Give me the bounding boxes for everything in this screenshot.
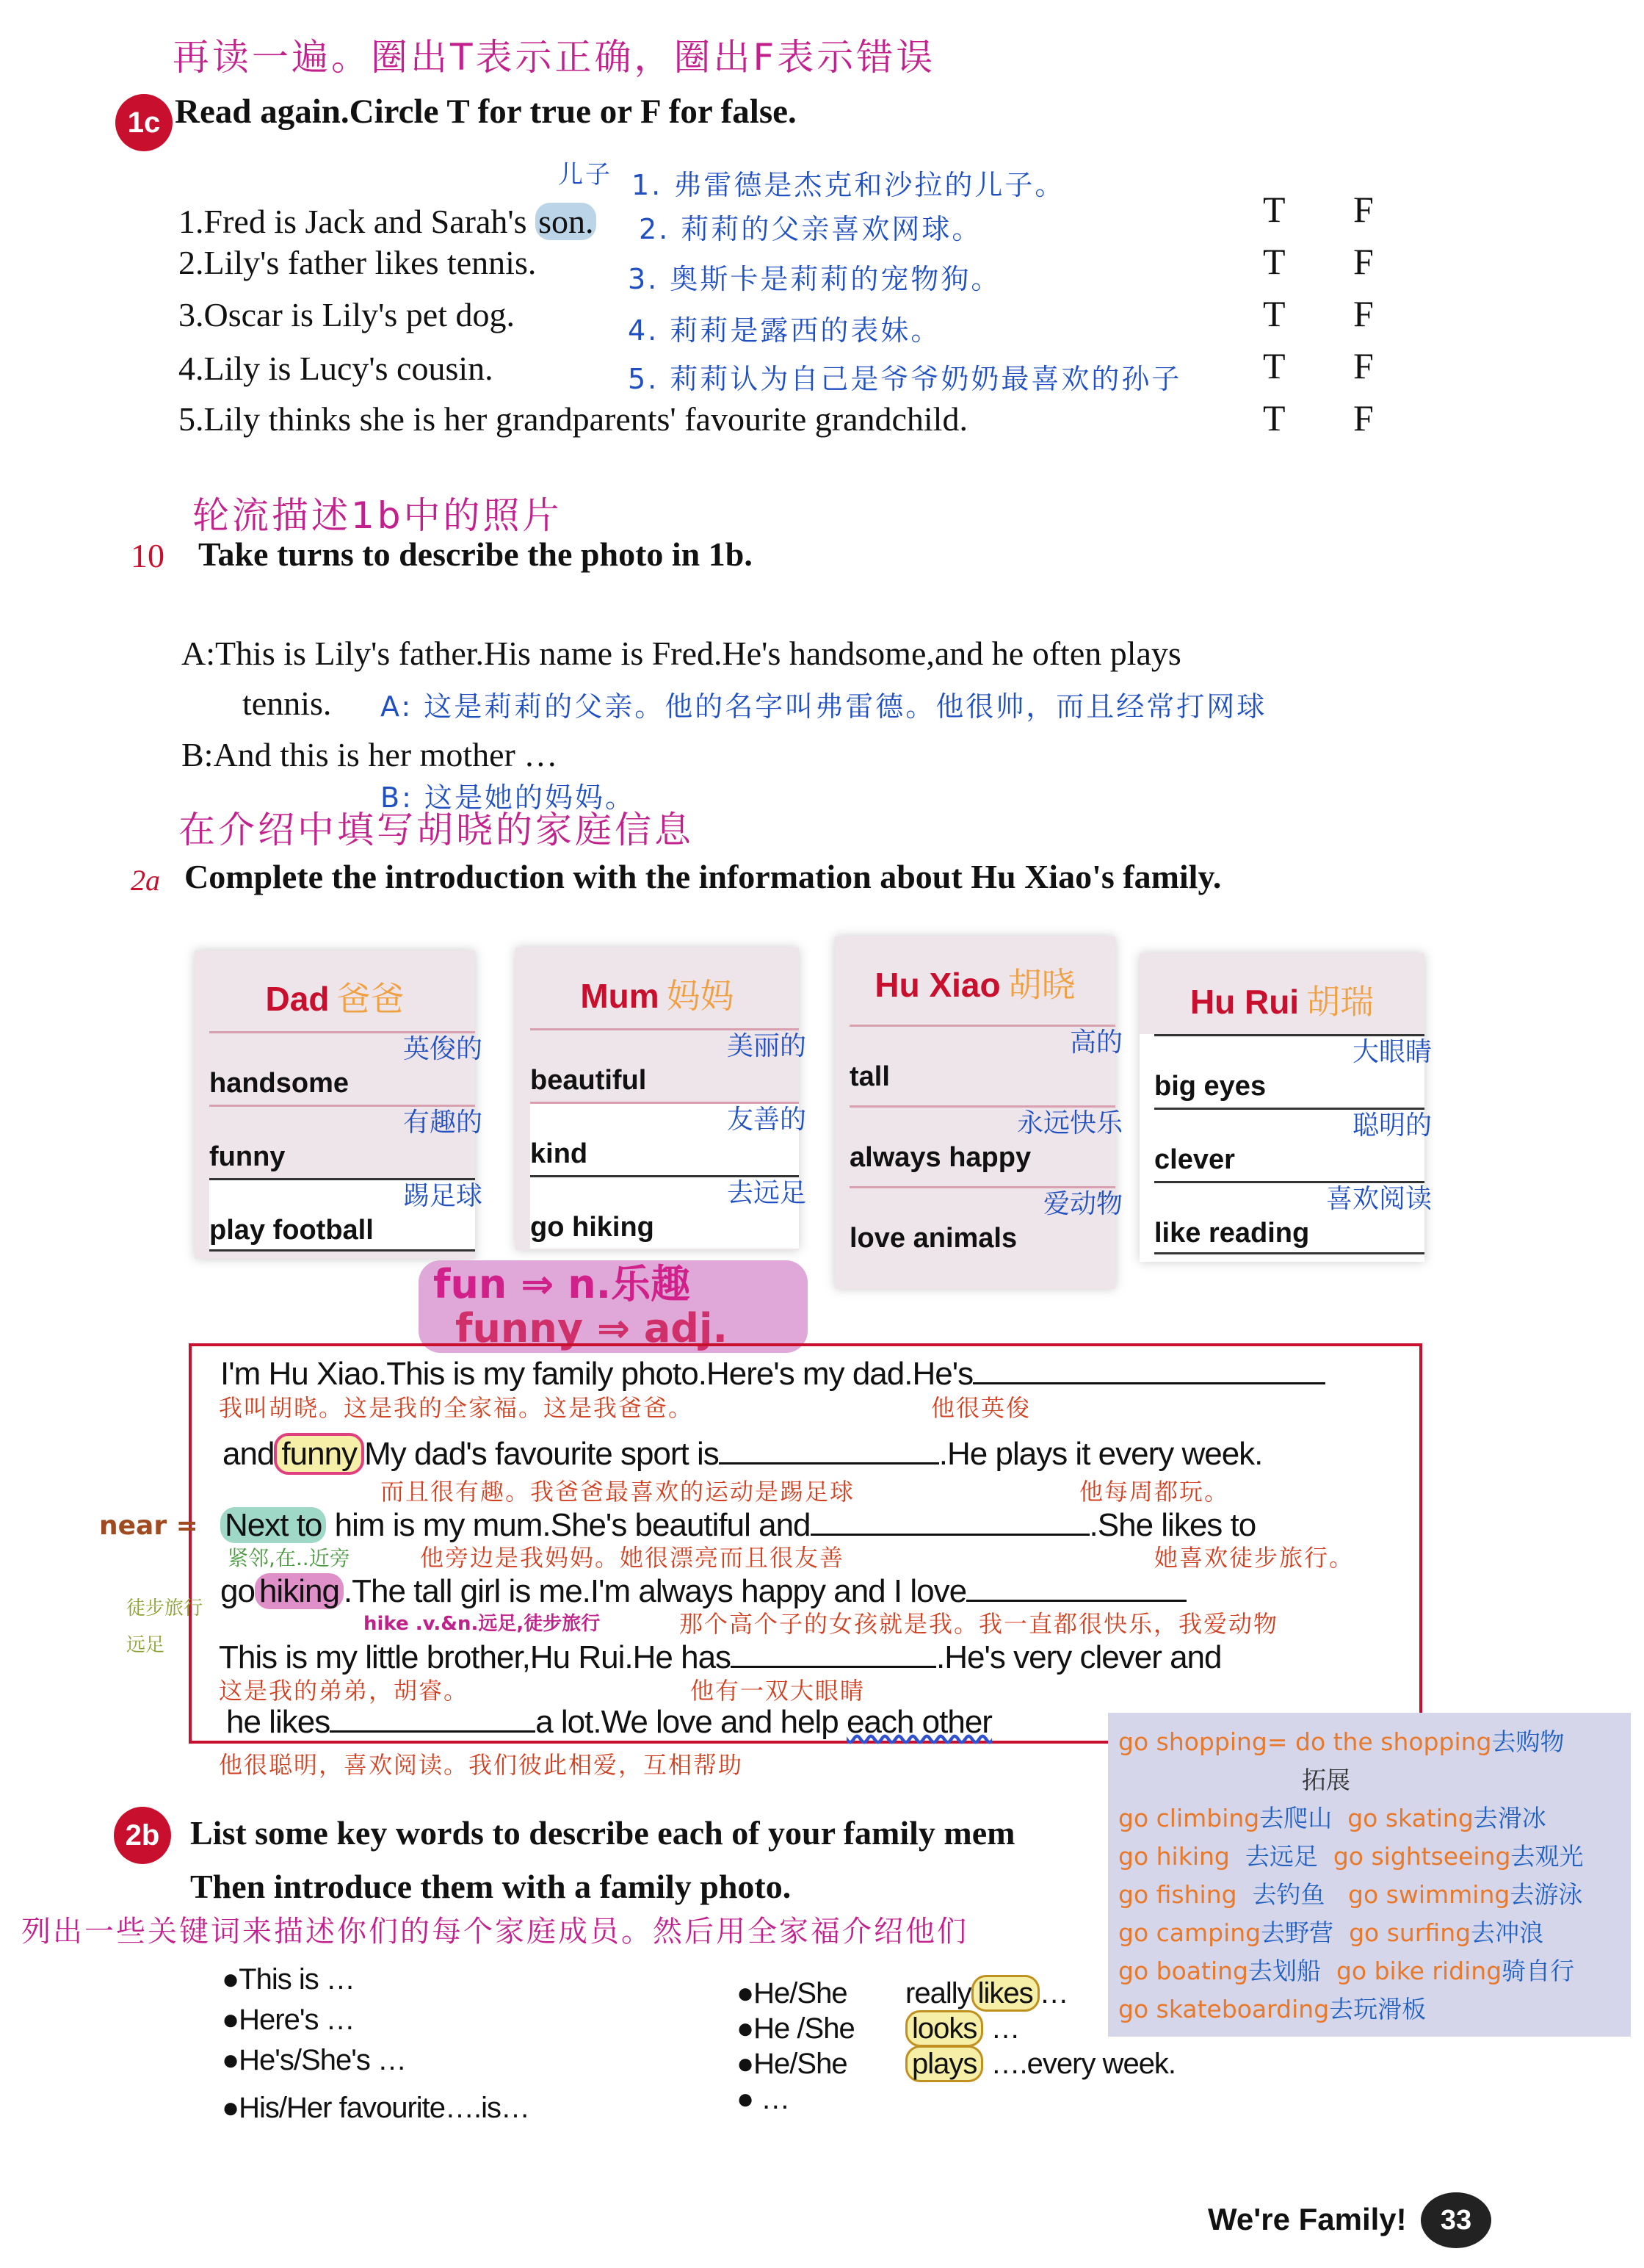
dialogue-b-cn: B: 这是她的妈妈。 — [380, 781, 635, 814]
false-options[interactable]: F F F F F — [1353, 189, 1374, 438]
passage-line-4: go hiking .The tall girl is me.I'm always happy and I love — [220, 1573, 1187, 1610]
section-badge-1c: 1c — [115, 94, 173, 151]
passage-cn-8: 这是我的弟弟，胡睿。 — [219, 1677, 469, 1705]
passage-cn-2: 他很英俊 — [931, 1394, 1032, 1422]
note-hike: hike .v.&n.远足,徒步旅行 — [363, 1613, 601, 1635]
section-title-10: Take turns to describe the photo in 1b. — [198, 535, 753, 573]
item-2-cn: 2. 莉莉的父亲喜欢网球。 — [639, 213, 982, 245]
dialogue-a: A:This is Lily's father.His name is Fred.He's handsome,and he often plays — [181, 635, 1181, 672]
note-side: 徒步旅行 远足 — [126, 1597, 203, 1656]
note-next-to: 紧邻,在..近旁 — [228, 1546, 350, 1570]
passage-line-1: I'm Hu Xiao.This is my family photo.Here's my dad.He's — [220, 1356, 1325, 1393]
item-3: 3.Oscar is Lily's pet dog. — [178, 296, 515, 333]
card-dad: Dad 爸爸 handsome 英俊的 funny 有趣的 play football 踢足球 — [195, 950, 475, 1259]
passage-line-6: he likes a lot.We love and help each other — [226, 1704, 992, 1740]
passage-line-5: This is my little brother,Hu Rui.He has .He's very clever and — [219, 1639, 1222, 1675]
passage-cn-6: 她喜欢徒步旅行。 — [1154, 1544, 1355, 1572]
passage-cn-10: 他很聪明，喜欢阅读。我们彼此相爱，互相帮助 — [219, 1751, 744, 1779]
section-title-1c: Read again.Circle T for true or F for false. — [175, 93, 797, 131]
section-number-10: 10 — [131, 537, 164, 574]
note-near: near = — [99, 1511, 198, 1541]
item-2: 2.Lily's father likes tennis. — [178, 244, 537, 281]
section-badge-2b: 2b — [114, 1807, 171, 1864]
card-mum: Mum 妈妈 beautiful 美丽的 kind 友善的 go hiking 去远足 — [515, 947, 799, 1250]
section-number-2a: 2a — [131, 864, 160, 897]
item-1: 1.Fred is Jack and Sarah's son. — [178, 203, 596, 241]
card-hu-xiao: Hu Xiao 胡晓 tall 高的 always happy 永远快乐 love animals 爱动物 — [835, 936, 1115, 1289]
key-phrases-right: ●He/She really likes … ●He /She looks … ●He/She plays ….every week. ● … — [736, 1976, 1176, 2117]
vocabulary-box: go shopping= do the shopping去购物 拓展 go climbing去爬山 go skating去滑冰 go hiking 去远足 go sightseeing去观光 go fishing 去钓鱼 go swimming去游泳 go camping去野营 go surfing去冲浪 go boating去划船 go bike riding骑自行 go skateboarding去玩滑板 — [1108, 1713, 1631, 2037]
cn-instruction-1c: 再读一遍。圈出T表示正确，圈出F表示错误 — [173, 36, 936, 79]
cn-instruction-2b: 列出一些关键词来描述你们的每个家庭成员。然后用全家福介绍他们 — [21, 1915, 968, 1949]
section-title-2a: Complete the introduction with the information about Hu Xiao's family. — [184, 858, 1222, 895]
passage-line-2: and funny My dad's favourite sport is .He plays it every week. — [222, 1436, 1262, 1473]
page-number: 33 — [1421, 2192, 1491, 2248]
cn-instruction-2a: 在介绍中填写胡晓的家庭信息 — [178, 809, 694, 851]
item-3-cn: 3. 奥斯卡是莉莉的宠物狗。 — [628, 263, 1002, 295]
item-5: 5.Lily thinks she is her grandparents' favourite grandchild. — [178, 400, 968, 438]
dialogue-a-cont: tennis. — [242, 685, 332, 722]
passage-cn-4: 他每周都玩。 — [1079, 1478, 1230, 1506]
passage-line-3: Next to him is my mum.She's beautiful and .She likes to — [220, 1507, 1256, 1544]
passage-cn-5: 他旁边是我妈妈。她很漂亮而且很友善 — [420, 1544, 845, 1572]
dialogue-a-cn: A: 这是莉莉的父亲。他的名字叫弗雷德。他很帅，而且经常打网球 — [380, 690, 1267, 723]
passage-cn-9: 他有一双大眼睛 — [690, 1677, 866, 1705]
cn-instruction-10: 轮流描述1b中的照片 — [192, 494, 562, 537]
section-title-2b-line2: Then introduce them with a family photo. — [190, 1868, 792, 1905]
footer-title: We're Family! — [1208, 2202, 1407, 2236]
dialogue-b: B:And this is her mother … — [181, 736, 558, 773]
note-bubble-fun: fun ⇒ n.乐趣 funny ⇒ adj. — [419, 1260, 808, 1353]
passage-cn-1: 我叫胡晓。这是我的全家福。这是我爸爸。 — [219, 1394, 694, 1422]
item-4-cn: 4. 莉莉是露西的表妹。 — [628, 314, 941, 347]
card-hu-rui: Hu Rui 胡瑞 big eyes 大眼睛 clever 聪明的 like reading 喜欢阅读 — [1140, 953, 1424, 1262]
item-1-cn: 1. 弗雷德是杰克和沙拉的儿子。 — [631, 169, 1065, 201]
section-title-2b-line1: List some key words to describe each of your family mem — [190, 1814, 1015, 1852]
item-5-cn: 5. 莉莉认为自己是爷爷奶奶最喜欢的孙子 — [628, 363, 1182, 395]
key-phrases-left: ●This is … ●Here's … ●He's/She's … ●His/Her favourite….is… — [222, 1963, 530, 2124]
true-options[interactable]: T T T T T — [1263, 189, 1286, 438]
passage-cn-3: 而且很有趣。我爸爸最喜欢的运动是踢足球 — [380, 1478, 855, 1506]
item-4: 4.Lily is Lucy's cousin. — [178, 350, 493, 387]
passage-cn-7: 那个高个子的女孩就是我。我一直都很快乐，我爱动物 — [679, 1610, 1279, 1638]
note-son: 儿子 — [558, 160, 612, 189]
